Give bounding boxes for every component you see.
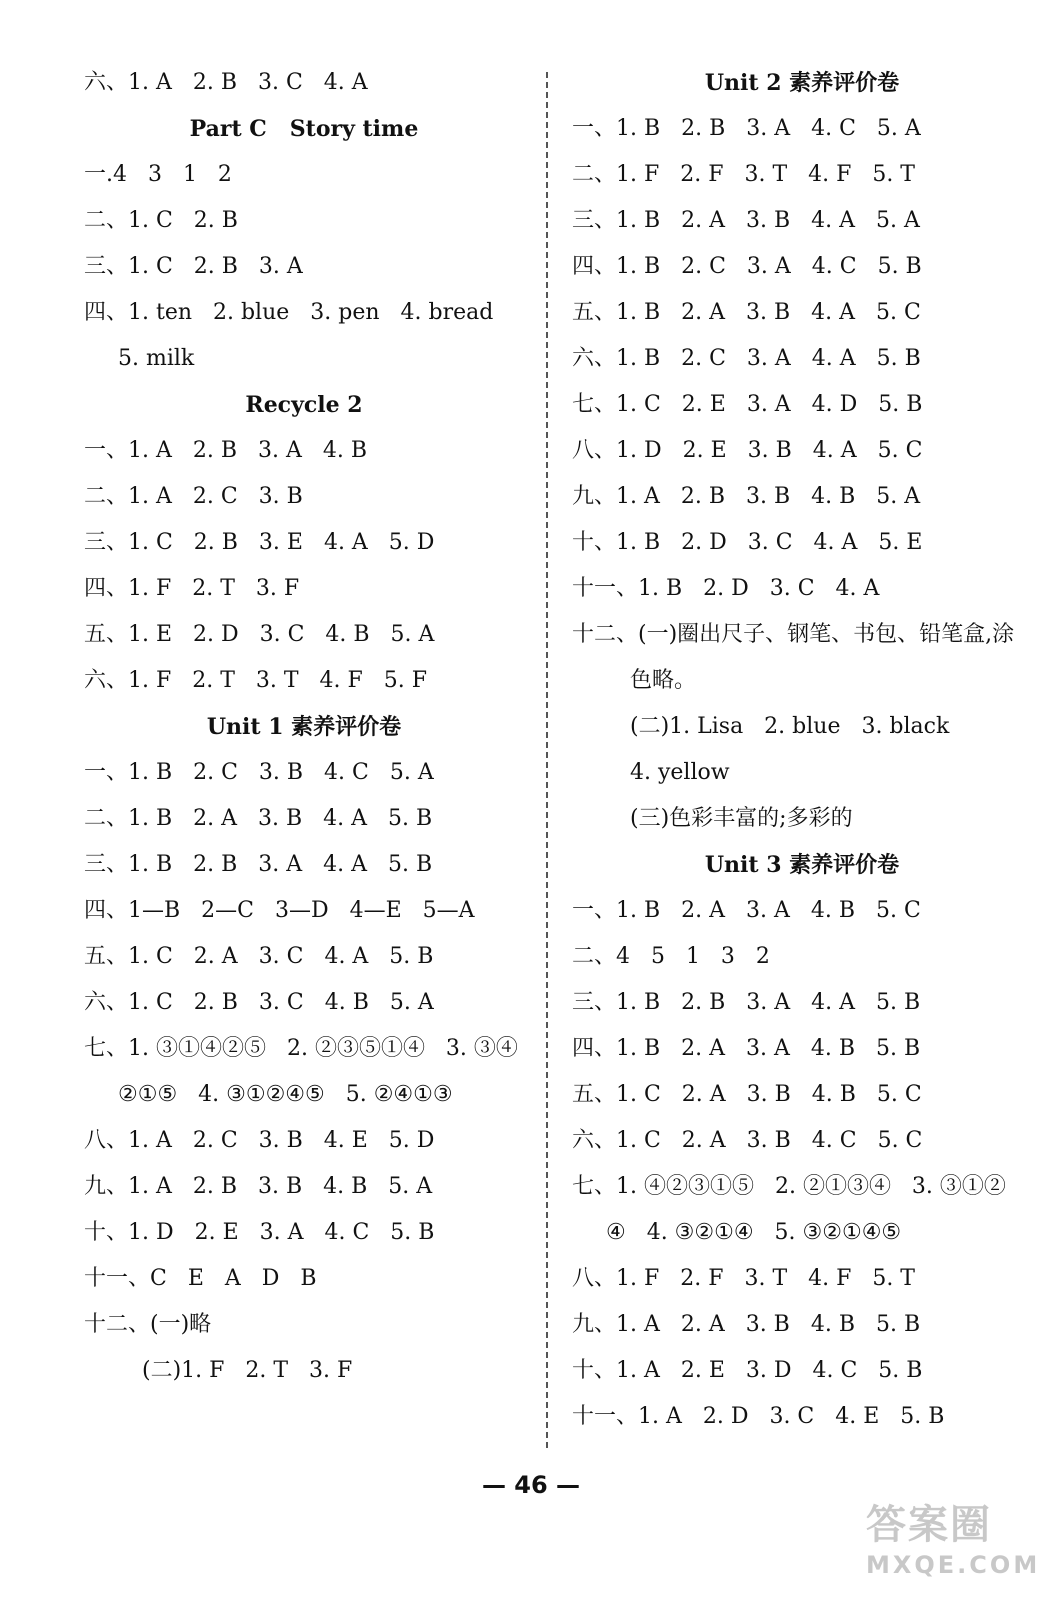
answer-line: ②①⑤ 4. ③①②④⑤ 5. ②④①③ bbox=[118, 1082, 453, 1107]
answer-line: 六、1. F 2. T 3. T 4. F 5. F bbox=[84, 668, 427, 693]
answer-line: 九、1. A 2. B 3. B 4. B 5. A bbox=[572, 484, 921, 509]
answer-line: 四、1. ten 2. blue 3. pen 4. bread bbox=[84, 300, 494, 325]
answer-line: 五、1. C 2. A 3. C 4. A 5. B bbox=[84, 944, 434, 969]
answer-line: 十一、1. A 2. D 3. C 4. E 5. B bbox=[572, 1404, 945, 1429]
watermark-logo bbox=[866, 1500, 1044, 1592]
answer-line: 七、1. C 2. E 3. A 4. D 5. B bbox=[572, 392, 923, 417]
answer-line: 九、1. A 2. A 3. B 4. B 5. B bbox=[572, 1312, 921, 1337]
answer-line: 四、1—B 2—C 3—D 4—E 5—A bbox=[84, 898, 475, 923]
watermark-text: 答案圈 bbox=[866, 1502, 992, 1548]
answer-line: 八、1. F 2. F 3. T 4. F 5. T bbox=[572, 1266, 915, 1291]
answer-line: 五、1. C 2. A 3. B 4. B 5. C bbox=[572, 1082, 922, 1107]
answer-line: 三、1. C 2. B 3. E 4. A 5. D bbox=[84, 530, 435, 555]
answer-line: 二、1. C 2. B bbox=[84, 208, 238, 233]
answer-line: 一、1. A 2. B 3. A 4. B bbox=[84, 438, 367, 463]
column-divider bbox=[546, 72, 548, 1448]
answer-line: 十、1. A 2. E 3. D 4. C 5. B bbox=[572, 1358, 923, 1383]
answer-line: 八、1. A 2. C 3. B 4. E 5. D bbox=[84, 1128, 435, 1153]
answer-line: (三)色彩丰富的;多彩的 bbox=[630, 806, 853, 831]
answer-line: 九、1. A 2. B 3. B 4. B 5. A bbox=[84, 1174, 433, 1199]
answer-line: 5. milk bbox=[118, 346, 195, 371]
section-heading: Part C Story time bbox=[189, 116, 419, 142]
section-heading: Recycle 2 bbox=[245, 392, 363, 418]
answer-line: 四、1. B 2. C 3. A 4. C 5. B bbox=[572, 254, 922, 279]
answer-line: 三、1. B 2. B 3. A 4. A 5. B bbox=[84, 852, 433, 877]
answer-line: 六、1. B 2. C 3. A 4. A 5. B bbox=[572, 346, 921, 371]
answer-line: (二)1. F 2. T 3. F bbox=[142, 1358, 353, 1383]
answer-line: 色略。 bbox=[630, 668, 697, 693]
answer-line: 三、1. B 2. B 3. A 4. A 5. B bbox=[572, 990, 921, 1015]
answer-line: 二、4 5 1 3 2 bbox=[572, 944, 770, 969]
answer-line: 三、1. B 2. A 3. B 4. A 5. A bbox=[572, 208, 920, 233]
section-heading: Unit 2 素养评价卷 bbox=[704, 70, 900, 96]
answer-line: 十一、1. B 2. D 3. C 4. A bbox=[572, 576, 880, 601]
answer-line: 十二、(一)圈出尺子、钢笔、书包、铅笔盒,涂 bbox=[572, 622, 1015, 647]
answer-line: 一、1. B 2. C 3. B 4. C 5. A bbox=[84, 760, 434, 785]
answer-line: 六、1. A 2. B 3. C 4. A bbox=[84, 70, 368, 95]
answer-line: ④ 4. ③②①④ 5. ③②①④⑤ bbox=[606, 1220, 902, 1245]
answer-line: 六、1. C 2. B 3. C 4. B 5. A bbox=[84, 990, 434, 1015]
answer-line: 4. yellow bbox=[630, 760, 730, 785]
answer-line: 十、1. D 2. E 3. A 4. C 5. B bbox=[84, 1220, 435, 1245]
answer-line: 一、1. B 2. A 3. A 4. B 5. C bbox=[572, 898, 921, 923]
answer-line: 一.4 3 1 2 bbox=[84, 162, 232, 187]
page-number: — 46 — bbox=[481, 1471, 581, 1499]
answer-line: 六、1. C 2. A 3. B 4. C 5. C bbox=[572, 1128, 923, 1153]
answer-line: 五、1. B 2. A 3. B 4. A 5. C bbox=[572, 300, 921, 325]
watermark-url: MXQE.COM bbox=[866, 1551, 1041, 1579]
answer-line: 五、1. E 2. D 3. C 4. B 5. A bbox=[84, 622, 435, 647]
answer-line: 十一、C E A D B bbox=[84, 1266, 317, 1291]
section-heading: Unit 3 素养评价卷 bbox=[704, 852, 900, 878]
answer-line: 二、1. A 2. C 3. B bbox=[84, 484, 303, 509]
answer-line: 七、1. ③①④②⑤ 2. ②③⑤①④ 3. ③④ bbox=[84, 1036, 518, 1061]
answer-line: 十、1. B 2. D 3. C 4. A 5. E bbox=[572, 530, 923, 555]
answer-line: 四、1. B 2. A 3. A 4. B 5. B bbox=[572, 1036, 921, 1061]
answer-line: 八、1. D 2. E 3. B 4. A 5. C bbox=[572, 438, 923, 463]
answer-line: 一、1. B 2. B 3. A 4. C 5. A bbox=[572, 116, 921, 141]
answer-line: 四、1. F 2. T 3. F bbox=[84, 576, 300, 601]
answer-line: 七、1. ④②③①⑤ 2. ②①③④ 3. ③①② bbox=[572, 1174, 1006, 1199]
answer-line: 三、1. C 2. B 3. A bbox=[84, 254, 303, 279]
answer-line: (二)1. Lisa 2. blue 3. black bbox=[630, 714, 950, 739]
answer-line: 二、1. F 2. F 3. T 4. F 5. T bbox=[572, 162, 915, 187]
answer-line: 二、1. B 2. A 3. B 4. A 5. B bbox=[84, 806, 433, 831]
answer-line: 十二、(一)略 bbox=[84, 1312, 212, 1337]
section-heading: Unit 1 素养评价卷 bbox=[206, 714, 402, 740]
